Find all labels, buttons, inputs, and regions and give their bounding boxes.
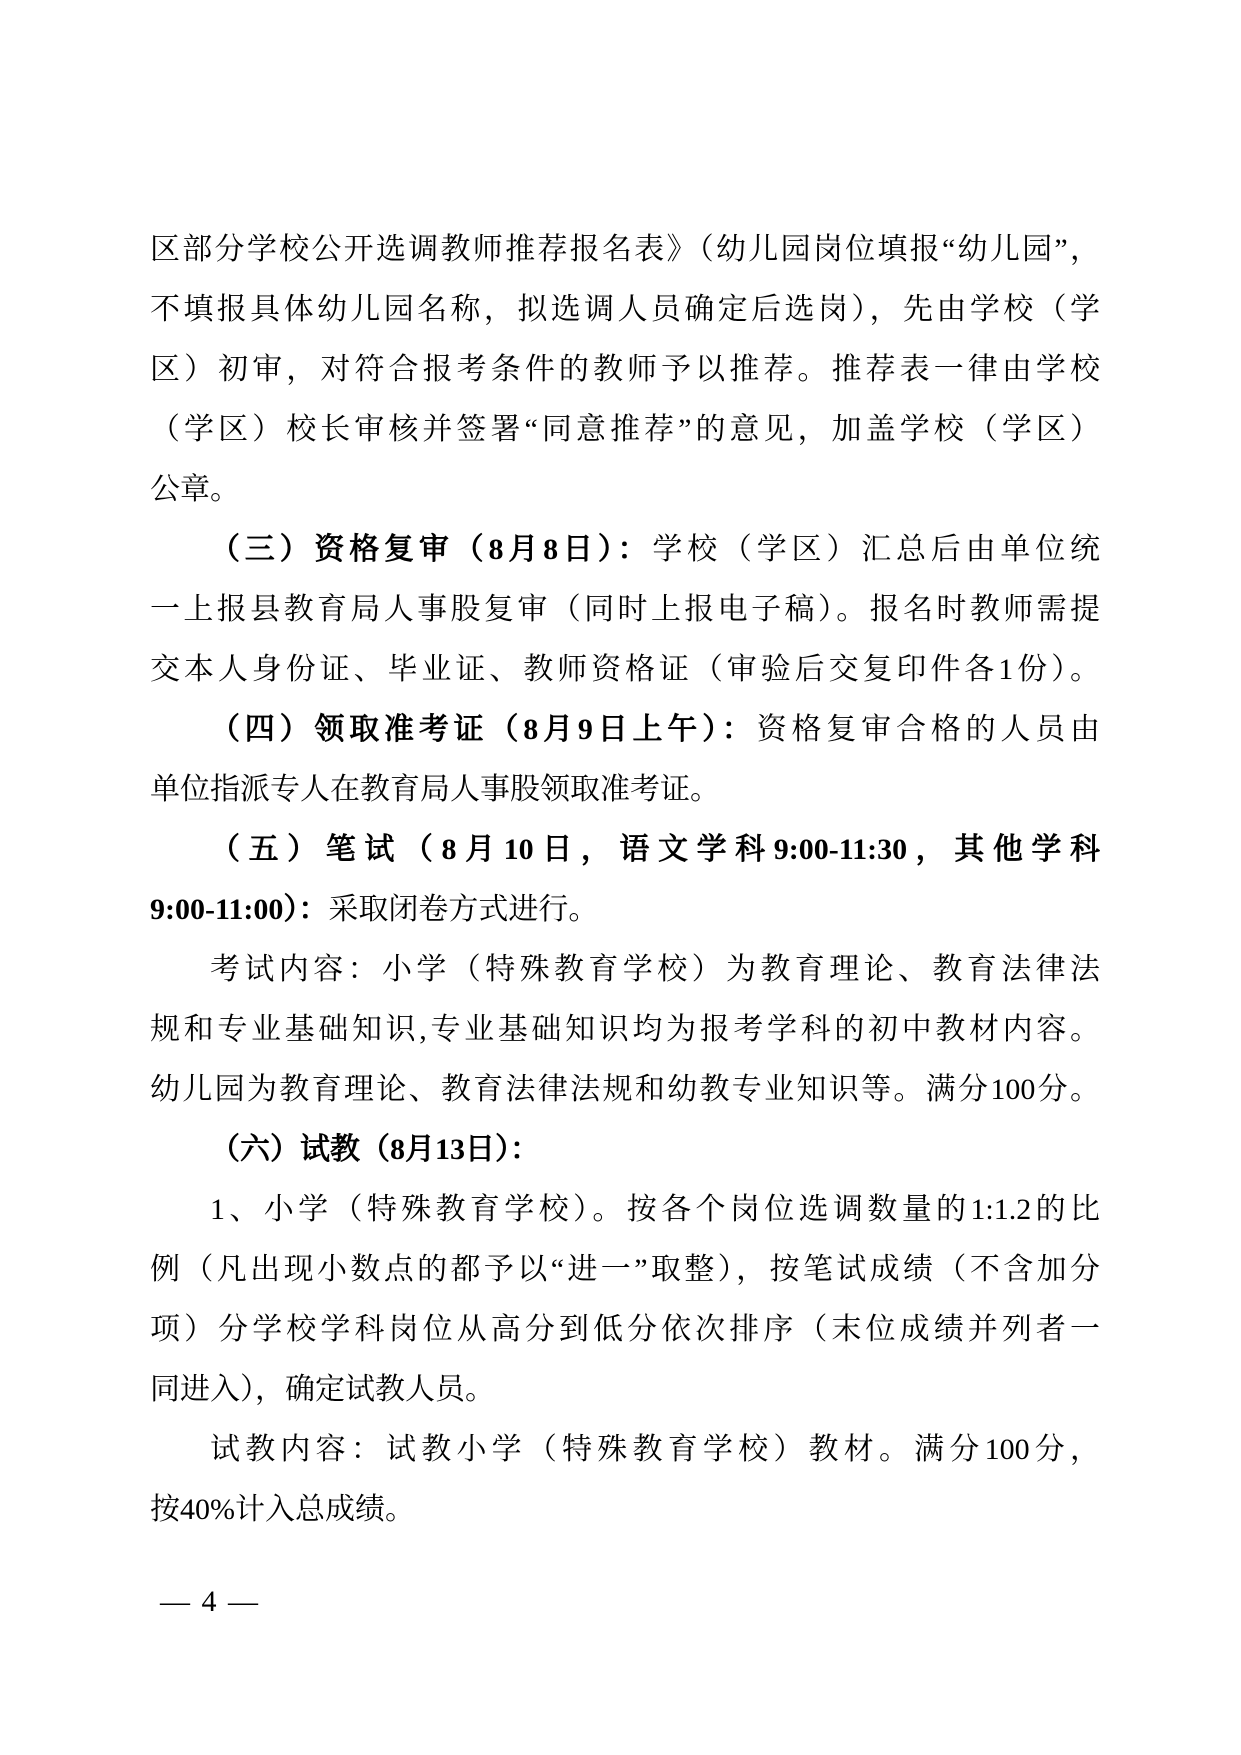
text-segment: 幼儿园为教育理论、教育法律法规和幼教专业知识等。满分100分。	[150, 1073, 1100, 1106]
text-segment: 同进入），确定试教人员。	[150, 1373, 495, 1406]
text-segment: 资格复审合格的人员由	[756, 713, 1101, 746]
text-line	[150, 520, 1100, 580]
text-segment: 交本人身份证、毕业证、教师资格证（审验后交复印件各1份）。	[150, 653, 1100, 686]
text-line	[150, 820, 1100, 880]
heading-segment: （五）笔试（8月10日，语文学科9:00-11:30，其他学科	[210, 833, 1100, 866]
text-line	[150, 460, 1100, 520]
text-segment: 公章。	[150, 473, 240, 506]
text-segment: 区部分学校公开选调教师推荐报名表》（幼儿园岗位填报“幼儿园”，	[150, 233, 1100, 266]
text-line	[150, 940, 1100, 1000]
text-line	[150, 640, 1100, 700]
text-segment: 项）分学校学科岗位从高分到低分依次排序（末位成绩并列者一	[150, 1313, 1100, 1346]
text-segment: 不填报具体幼儿园名称，拟选调人员确定后选岗），先由学校（学	[150, 293, 1100, 326]
text-line	[150, 1180, 1100, 1240]
text-segment: 采取闭卷方式进行。	[328, 893, 599, 926]
text-segment: 规和专业基础知识,专业基础知识均为报考学科的初中教材内容。	[150, 1013, 1100, 1046]
heading-segment: （四）领取准考证（8月9日上午）：	[210, 713, 757, 746]
text-line	[150, 1480, 1100, 1540]
text-line	[150, 1300, 1100, 1360]
text-segment: （学区）校长审核并签署“同意推荐”的意见，加盖学校（学区）	[150, 413, 1100, 446]
text-line	[150, 340, 1100, 400]
text-segment: 区）初审，对符合报考条件的教师予以推荐。推荐表一律由学校	[150, 353, 1100, 386]
text-line	[150, 1060, 1100, 1120]
text-line	[150, 1120, 1100, 1180]
text-line	[150, 880, 1100, 940]
text-line	[150, 580, 1100, 640]
heading-segment: 9:00-11:00）：	[150, 893, 329, 926]
document-body	[150, 220, 1100, 1540]
text-line	[150, 1420, 1100, 1480]
text-line	[150, 280, 1100, 340]
text-segment: 例（凡出现小数点的都予以“进一”取整），按笔试成绩（不含加分	[150, 1253, 1100, 1286]
text-segment: 按40%计入总成绩。	[150, 1493, 415, 1526]
text-segment: 学校（学区）汇总后由单位统	[652, 533, 1101, 566]
text-segment: 1、小学（特殊教育学校）。按各个岗位选调数量的1:1.2的比	[210, 1193, 1100, 1226]
text-line	[150, 1240, 1100, 1300]
text-line	[150, 1000, 1100, 1060]
text-segment: 一上报县教育局人事股复审（同时上报电子稿）。报名时教师需提	[150, 593, 1100, 626]
text-segment: 单位指派专人在教育局人事股领取准考证。	[150, 773, 720, 806]
page-number: — 4 —	[160, 1585, 260, 1618]
heading-segment: （三）资格复审（8月8日）：	[210, 533, 653, 566]
text-line	[150, 220, 1100, 280]
text-line	[150, 1360, 1100, 1420]
text-line	[150, 400, 1100, 460]
heading-segment: （六）试教（8月13日）：	[210, 1133, 540, 1166]
text-segment: 考试内容：小学（特殊教育学校）为教育理论、教育法律法	[210, 953, 1100, 986]
text-segment: 试教内容：试教小学（特殊教育学校）教材。满分100分，	[210, 1433, 1100, 1466]
text-line	[150, 700, 1100, 760]
text-line	[150, 760, 1100, 820]
